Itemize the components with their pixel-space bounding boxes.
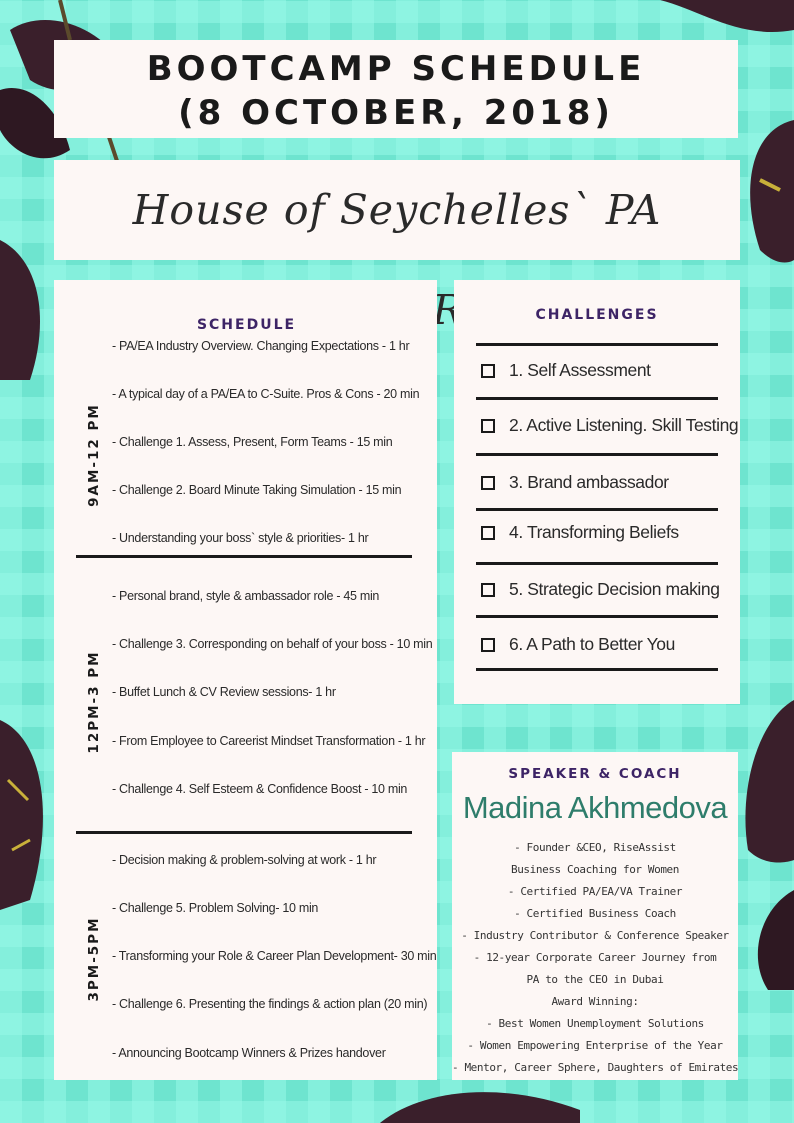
checkbox-icon[interactable]	[481, 476, 495, 490]
speaker-name: Madina Akhmedova	[462, 790, 728, 825]
speaker-bio-line: - Industry Contributor & Conference Speaker	[461, 929, 729, 942]
schedule-item: - Challenge 4. Self Esteem & Confidence Boost - 10 min	[112, 782, 408, 796]
challenge-label: 4. Transforming Beliefs	[509, 522, 679, 542]
session-divider	[76, 555, 412, 558]
challenge-label: 3. Brand ambassador	[509, 472, 669, 492]
speaker-bio-line: - 12-year Corporate Career Journey from	[473, 951, 717, 964]
schedule-item: - Understanding your boss` style & priorities- 1 hr	[112, 531, 369, 545]
schedule-item: - Transforming your Role & Career Plan Development- 30 min	[112, 949, 437, 963]
session-time-label: 12PM-3 PM	[86, 650, 102, 754]
speaker-bio	[452, 837, 738, 1079]
schedule-item: - Announcing Bootcamp Winners & Prizes handover	[112, 1046, 386, 1060]
schedule-item: - Buffet Lunch & CV Review sessions- 1 hr	[112, 685, 336, 699]
challenge-item[interactable]	[481, 522, 679, 543]
challenge-item[interactable]	[481, 579, 720, 600]
schedule-item: - A typical day of a PA/EA to C-Suite. Pros & Cons - 20 min	[112, 387, 420, 401]
speaker-heading: SPEAKER & COACH	[508, 766, 682, 782]
speaker-bio-line: - Best Women Unemployment Solutions	[486, 1017, 704, 1030]
title-banner	[54, 40, 738, 138]
schedule-item: - PA/EA Industry Overview. Changing Expectations - 1 hr	[112, 339, 410, 353]
session-time-label: 3PM-5PM	[86, 916, 102, 1002]
schedule-item: - Challenge 2. Board Minute Taking Simulation - 15 min	[112, 483, 402, 497]
speaker-bio-line: - Mentor, Career Sphere, Daughters of Emirates	[452, 1061, 739, 1074]
flower-bottom-right-illustration	[738, 690, 794, 990]
speaker-bio-line: Award Winning:	[551, 995, 639, 1008]
schedule-item: - Decision making & problem-solving at work - 1 hr	[112, 853, 377, 867]
session-divider	[76, 831, 412, 834]
challenge-label: 2. Active Listening. Skill Testing	[509, 415, 739, 435]
challenge-divider	[476, 615, 718, 618]
flower-bottom-left-illustration	[0, 700, 54, 960]
subtitle-banner	[54, 160, 740, 260]
schedule-panel	[54, 280, 437, 1080]
challenge-item[interactable]	[481, 472, 669, 493]
speaker-bio-line: - Founder &CEO, RiseAssist	[514, 841, 676, 854]
speaker-bio-line: - Certified Business Coach	[514, 907, 676, 920]
flower-right-illustration	[740, 100, 794, 280]
checkbox-icon[interactable]	[481, 526, 495, 540]
checkbox-icon[interactable]	[481, 583, 495, 597]
speaker-bio-line: PA to the CEO in Dubai	[526, 973, 664, 986]
schedule-item: - Challenge 3. Corresponding on behalf of your boss - 10 min	[112, 637, 433, 651]
challenge-item[interactable]	[481, 415, 738, 436]
challenge-divider	[476, 668, 718, 671]
checkbox-icon[interactable]	[481, 364, 495, 378]
challenge-divider	[476, 562, 718, 565]
schedule-item: - Challenge 1. Assess, Present, Form Teams - 15 min	[112, 435, 393, 449]
speaker-bio-line: - Certified PA/EA/VA Trainer	[507, 885, 683, 898]
flower-left-illustration	[0, 230, 54, 390]
schedule-item: - Challenge 5. Problem Solving- 10 min	[112, 901, 319, 915]
checkbox-icon[interactable]	[481, 638, 495, 652]
challenges-heading: CHALLENGES	[535, 307, 659, 323]
schedule-item: - From Employee to Careerist Mindset Transformation - 1 hr	[112, 734, 426, 748]
speaker-bio-line: - Women Empowering Enterprise of the Year	[467, 1039, 723, 1052]
challenge-label: 1. Self Assessment	[509, 360, 651, 380]
challenge-label: 5. Strategic Decision making	[509, 579, 720, 599]
page-title: BOOTCAMP SCHEDULE	[146, 49, 646, 89]
challenge-divider	[476, 453, 718, 456]
schedule-item: - Personal brand, style & ambassador role - 45 min	[112, 589, 380, 603]
challenge-label: 6. A Path to Better You	[509, 634, 675, 654]
schedule-item: - Challenge 6. Presenting the findings & action plan (20 min)	[112, 997, 428, 1011]
speaker-panel	[452, 752, 738, 1080]
session-time-label: 9AM-12 PM	[86, 403, 102, 507]
challenge-item[interactable]	[481, 634, 675, 655]
challenge-divider	[476, 397, 718, 400]
page-date: (8 OCTOBER, 2018)	[178, 93, 614, 133]
challenge-item[interactable]	[481, 360, 651, 381]
flower-bottom-center-illustration	[380, 1080, 580, 1123]
schedule-heading: SCHEDULE	[196, 317, 297, 333]
checkbox-icon[interactable]	[481, 419, 495, 433]
challenges-panel	[454, 280, 740, 704]
challenge-divider	[476, 343, 718, 346]
speaker-bio-line: Business Coaching for Women	[510, 863, 679, 876]
page-subtitle: House of Seychelles` PA	[132, 186, 662, 234]
challenge-divider	[476, 508, 718, 511]
